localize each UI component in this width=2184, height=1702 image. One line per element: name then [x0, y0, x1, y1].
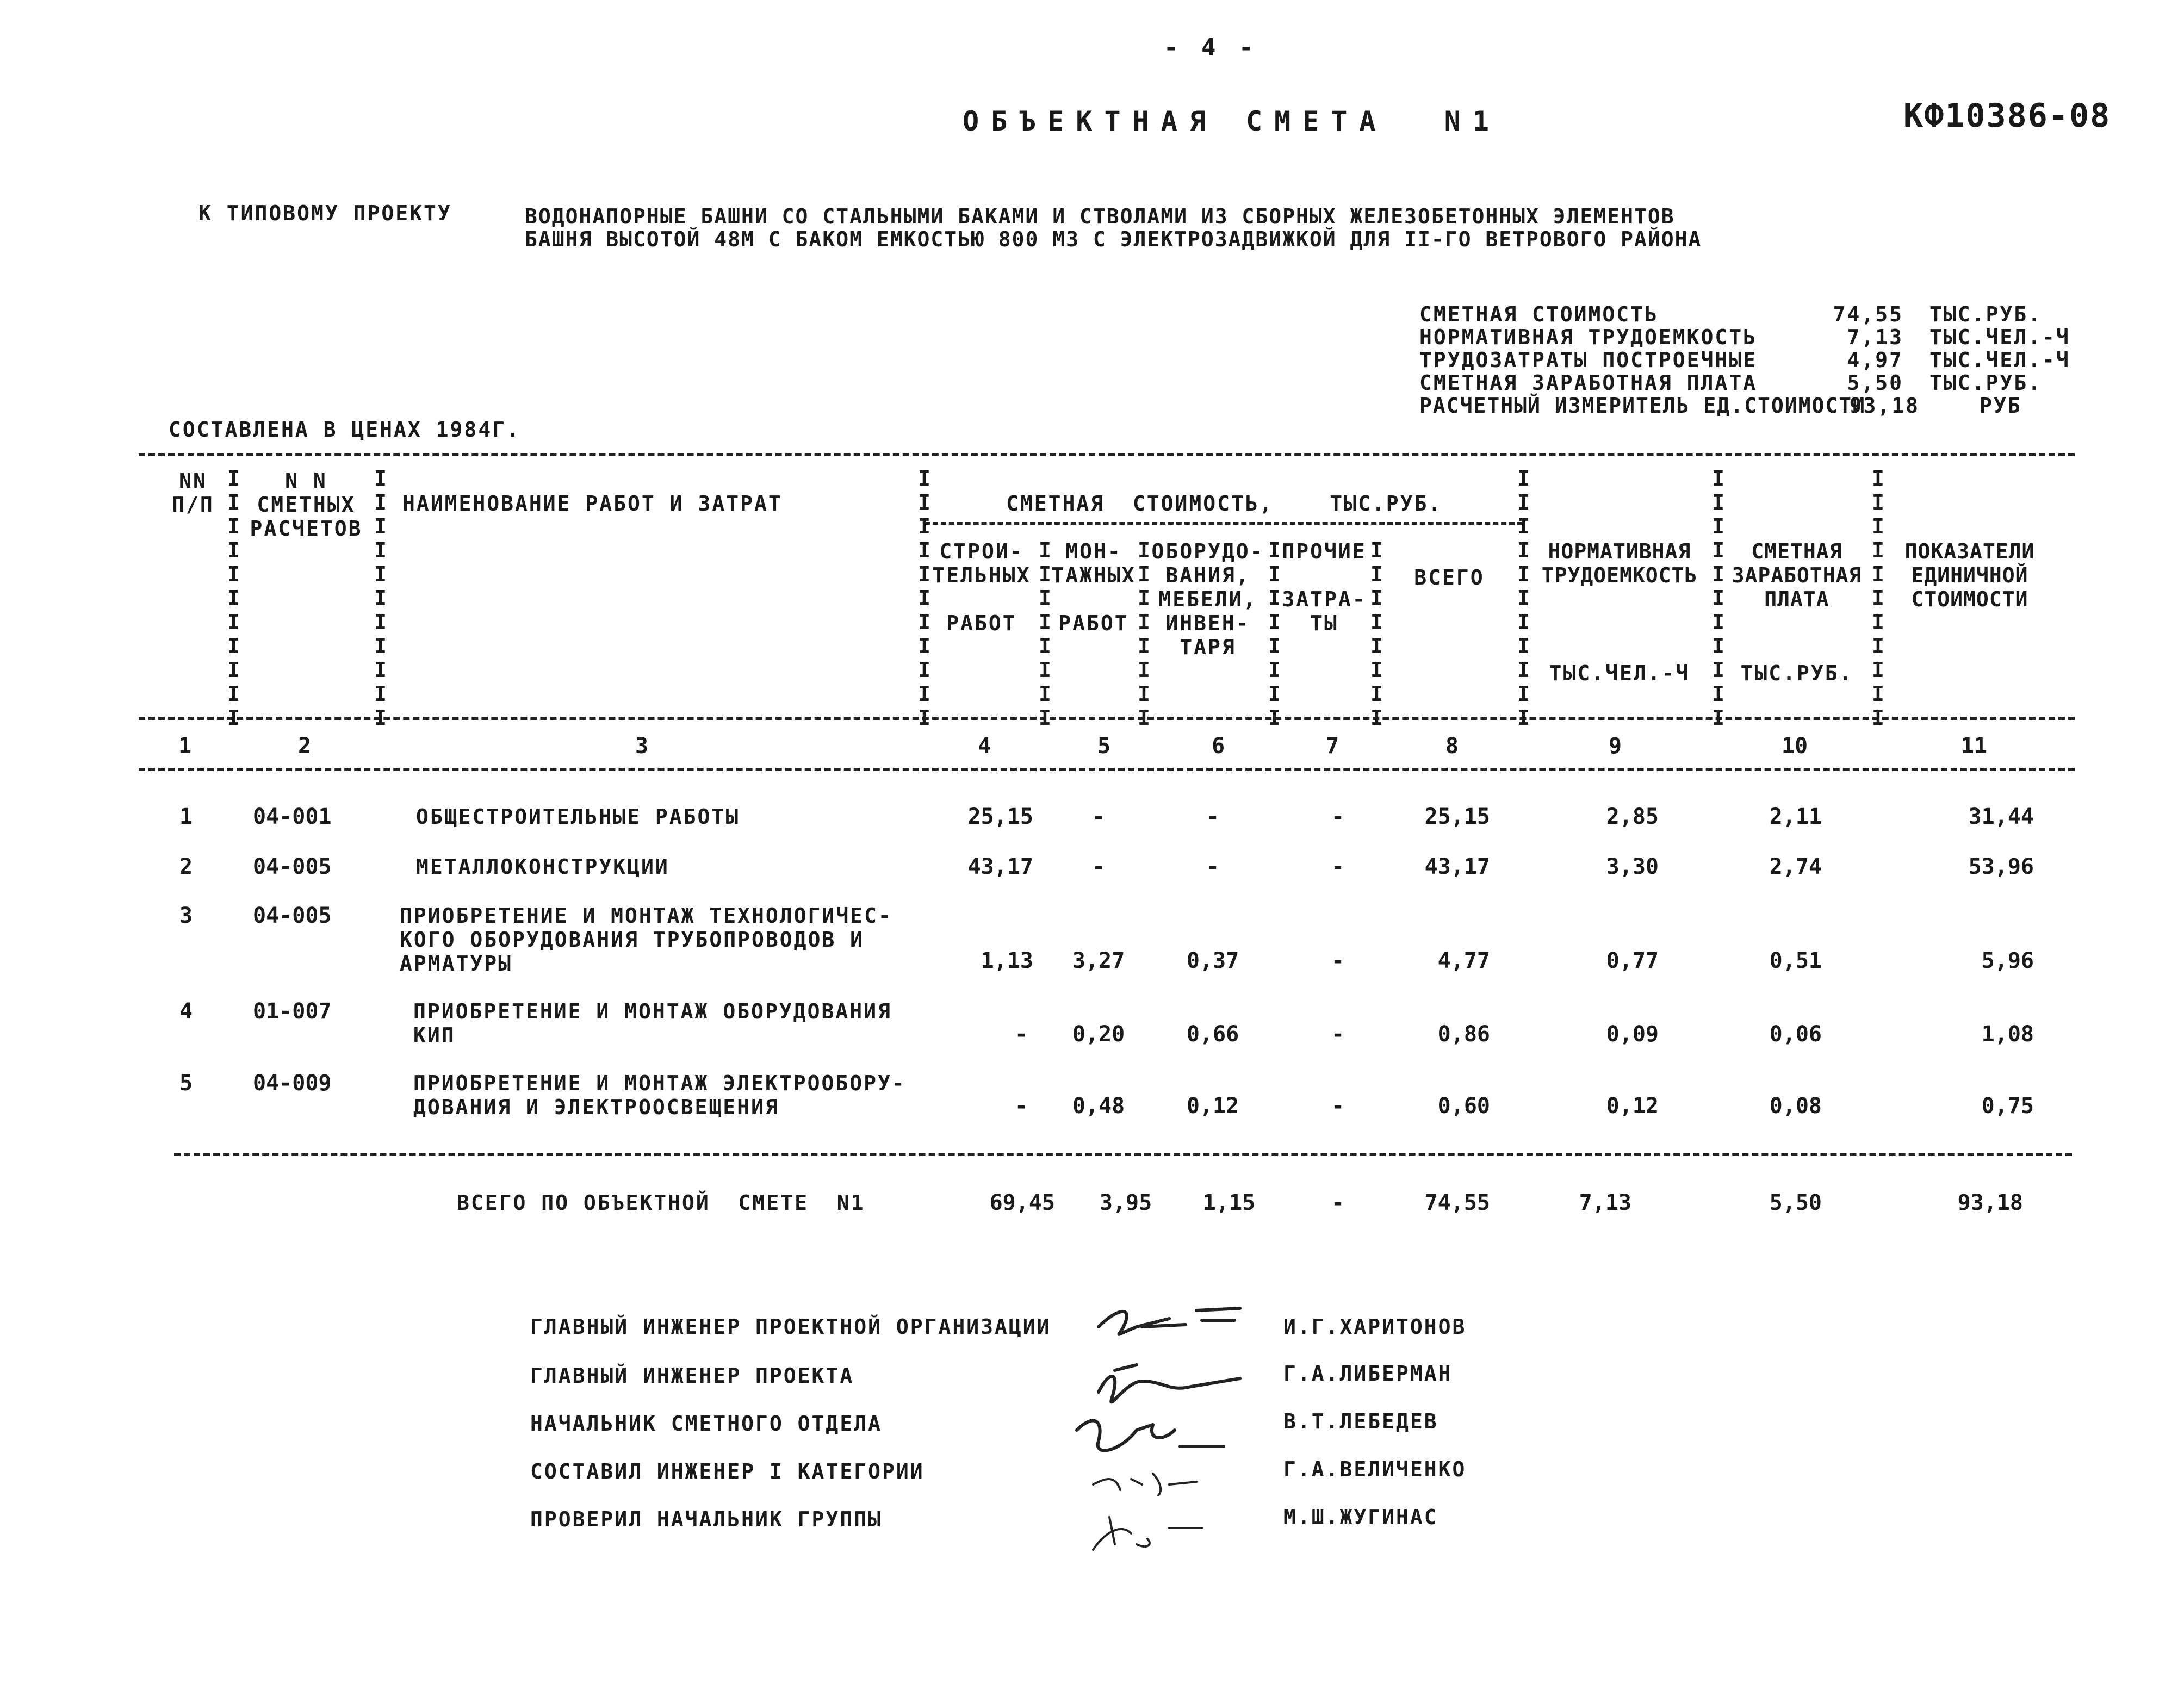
prices-note: СОСТАВЛЕНА В ЦЕНАХ 1984Г.	[169, 418, 520, 442]
cost-group-rule	[925, 522, 1523, 525]
row-construction: 43,17	[967, 854, 1033, 879]
row-total: 0,60	[1437, 1094, 1490, 1119]
row-wages: 0,06	[1769, 1022, 1822, 1047]
column-number: 9	[1608, 734, 1622, 759]
row-labor: 3,30	[1606, 854, 1659, 879]
row-nn: 3	[179, 903, 193, 928]
row-equipment: 0,12	[1186, 1094, 1239, 1119]
row-assembly: -	[1091, 854, 1106, 879]
row-indicators: 31,44	[1968, 804, 2034, 829]
signature-name: В.Т.ЛЕБЕДЕВ	[1283, 1409, 1438, 1433]
signature-name: Г.А.ВЕЛИЧЕНКО	[1283, 1457, 1467, 1481]
row-equipment: -	[1206, 854, 1220, 879]
header-bottom-rule	[139, 717, 2075, 720]
column-numbers-rule	[139, 768, 2075, 771]
signature-mark-5	[1093, 1517, 1202, 1550]
signature-name: Г.А.ЛИБЕРМАН	[1283, 1362, 1453, 1386]
document-title: ОБЪЕКТНАЯ СМЕТА N1	[963, 105, 1501, 137]
header-labor: НОРМАТИВНАЯ ТРУДОЕМКОСТЬ	[1541, 539, 1698, 587]
column-separator: I I I I I I I I	[1370, 538, 1383, 730]
row-indicators: 1,08	[1981, 1022, 2034, 1047]
summary-label: СМЕТНАЯ СТОИМОСТЬ	[1419, 302, 1659, 326]
header-wages: СМЕТНАЯ ЗАРАБОТНАЯ ПЛАТА	[1732, 539, 1862, 611]
row-calc: 04-005	[253, 854, 332, 879]
row-nn: 4	[179, 999, 193, 1024]
signature-role: СОСТАВИЛ ИНЖЕНЕР I КАТЕГОРИИ	[530, 1459, 925, 1483]
column-number: 7	[1325, 734, 1339, 759]
summary-unit: ТЫС.РУБ.	[1929, 302, 2043, 326]
row-assembly: 0,48	[1072, 1094, 1125, 1119]
row-assembly: 0,20	[1072, 1022, 1125, 1047]
row-calc: 04-005	[253, 903, 332, 928]
summary-unit: ТЫС.ЧЕЛ.-Ч	[1929, 348, 2070, 372]
totals-construction: 69,45	[989, 1190, 1055, 1215]
summary-label: СМЕТНАЯ ЗАРАБОТНАЯ ПЛАТА	[1419, 371, 1758, 395]
summary-value: 4,97	[1847, 348, 1903, 372]
totals-equipment: 1,15	[1202, 1190, 1256, 1215]
header-labor-unit: ТЫС.ЧЕЛ.-Ч	[1549, 661, 1690, 685]
row-assembly: 3,27	[1072, 948, 1125, 973]
row-name: ОБЩЕСТРОИТЕЛЬНЫЕ РАБОТЫ	[416, 805, 740, 829]
row-name: ПРИОБРЕТЕНИЕ И МОНТАЖ ОБОРУДОВАНИЯ КИП	[413, 999, 892, 1047]
totals-rule	[174, 1153, 2072, 1156]
column-separator: I I I I I I I I	[1138, 538, 1150, 730]
column-number: 11	[1960, 734, 1988, 759]
row-calc: 04-009	[253, 1071, 332, 1096]
row-construction: -	[1014, 1022, 1028, 1047]
column-separator: I I I I I I I I I I I	[374, 467, 387, 730]
header-equipment: ОБОРУДО- ВАНИЯ, МЕБЕЛИ, ИНВЕН- ТАРЯ	[1151, 539, 1264, 659]
signature-role: НАЧАЛЬНИК СМЕТНОГО ОТДЕЛА	[530, 1412, 882, 1436]
header-construction: СТРОИ- ТЕЛЬНЫХ РАБОТ	[932, 539, 1031, 635]
summary-value: 74,55	[1833, 302, 1903, 326]
header-indicators: ПОКАЗАТЕЛИ ЕДИНИЧНОЙ СТОИМОСТИ	[1904, 539, 2035, 611]
column-number: 3	[635, 734, 649, 759]
row-nn: 5	[179, 1071, 193, 1096]
totals-other: -	[1331, 1190, 1345, 1215]
row-total: 43,17	[1424, 854, 1490, 879]
project-label: К ТИПОВОМУ ПРОЕКТУ	[198, 201, 452, 225]
header-calc: N N СМЕТНЫХ РАСЧЕТОВ	[250, 469, 363, 541]
signature-role: ГЛАВНЫЙ ИНЖЕНЕР ПРОЕКТА	[530, 1364, 854, 1388]
row-wages: 2,11	[1769, 804, 1822, 829]
project-line-1: ВОДОНАПОРНЫЕ БАШНИ СО СТАЛЬНЫМИ БАКАМИ И СТВОЛАМИ ИЗ СБОРНЫХ ЖЕЛЕЗОБЕТОННЫХ ЭЛЕМЕНТОВ	[525, 204, 1675, 228]
signature-name: М.Ш.ЖУГИНАС	[1283, 1505, 1438, 1529]
column-number: 4	[977, 734, 991, 759]
row-other: -	[1331, 1022, 1345, 1047]
summary-unit: РУБ	[1980, 394, 2022, 418]
column-separator: I I I I I I I I I I I	[1517, 467, 1530, 730]
column-number: 5	[1097, 734, 1111, 759]
row-equipment: -	[1206, 804, 1220, 829]
row-assembly: -	[1091, 804, 1106, 829]
row-other: -	[1331, 1094, 1345, 1119]
row-name: МЕТАЛЛОКОНСТРУКЦИИ	[416, 855, 669, 879]
row-construction: 25,15	[967, 804, 1033, 829]
row-indicators: 53,96	[1968, 854, 2034, 879]
summary-unit: ТЫС.РУБ.	[1929, 371, 2043, 395]
signature-role: ПРОВЕРИЛ НАЧАЛЬНИК ГРУППЫ	[530, 1507, 882, 1531]
column-separator: I I I I I I I I I I I	[1872, 467, 1884, 730]
summary-label: РАСЧЕТНЫЙ ИЗМЕРИТЕЛЬ ЕД.СТОИМОСТИ	[1419, 394, 1866, 418]
row-labor: 2,85	[1606, 804, 1659, 829]
column-separator: I I I I I I I I	[1268, 538, 1281, 730]
summary-value: 93,18	[1849, 394, 1920, 418]
row-total: 0,86	[1437, 1022, 1490, 1047]
header-nn: NN П/П	[172, 469, 214, 517]
row-other: -	[1331, 804, 1345, 829]
signature-mark-2	[1099, 1365, 1240, 1402]
row-indicators: 0,75	[1981, 1094, 2034, 1119]
row-indicators: 5,96	[1981, 948, 2034, 973]
signature-mark-3	[1077, 1421, 1224, 1451]
column-number: 1	[178, 734, 192, 759]
row-labor: 0,77	[1606, 948, 1659, 973]
page-number: - 4 -	[1164, 34, 1258, 61]
row-wages: 0,08	[1769, 1094, 1822, 1119]
summary-unit: ТЫС.ЧЕЛ.-Ч	[1929, 325, 2070, 349]
summary-label: ТРУДОЗАТРАТЫ ПОСТРОЕЧНЫЕ	[1419, 348, 1758, 372]
summary-value: 7,13	[1847, 325, 1903, 349]
row-wages: 2,74	[1769, 854, 1822, 879]
handwritten-signatures	[1060, 1289, 1278, 1561]
header-assembly: МОН- ТАЖНЫХ РАБОТ	[1051, 539, 1136, 635]
row-equipment: 0,37	[1186, 948, 1239, 973]
totals-label: ВСЕГО ПО ОБЪЕКТНОЙ СМЕТЕ N1	[457, 1191, 865, 1215]
row-labor: 0,12	[1606, 1094, 1659, 1119]
row-equipment: 0,66	[1186, 1022, 1239, 1047]
totals-assembly: 3,95	[1099, 1190, 1152, 1215]
column-separator: I I I I I I I I I I I	[918, 467, 930, 730]
row-construction: -	[1014, 1094, 1028, 1119]
row-name: ПРИОБРЕТЕНИЕ И МОНТАЖ ЭЛЕКТРООБОРУ- ДОВАНИЯ И ЭЛЕКТРООСВЕЩЕНИЯ	[413, 1071, 906, 1119]
project-line-2: БАШНЯ ВЫСОТОЙ 48М С БАКОМ ЕМКОСТЬЮ 800 М3 С ЭЛЕКТРОЗАДВИЖКОЙ ДЛЯ II-ГО ВЕТРОВОГО РАЙОНА	[525, 227, 1702, 251]
signature-mark-1	[1099, 1308, 1240, 1334]
signature-mark-4	[1093, 1474, 1196, 1495]
column-separator: I I I I I I I I	[1039, 538, 1051, 730]
row-labor: 0,09	[1606, 1022, 1659, 1047]
row-nn: 2	[179, 854, 193, 879]
row-name: ПРИОБРЕТЕНИЕ И МОНТАЖ ТЕХНОЛОГИЧЕС- КОГО ОБОРУДОВАНИЯ ТРУБОПРОВОДОВ И АРМАТУРЫ	[400, 904, 892, 976]
row-calc: 04-001	[253, 804, 332, 829]
table-top-rule	[139, 453, 2075, 456]
header-name: НАИМЕНОВАНИЕ РАБОТ И ЗАТРАТ	[402, 492, 783, 515]
column-number: 2	[297, 734, 312, 759]
column-separator: I I I I I I I I I I I	[1712, 467, 1724, 730]
signature-role: ГЛАВНЫЙ ИНЖЕНЕР ПРОЕКТНОЙ ОРГАНИЗАЦИИ	[530, 1315, 1051, 1339]
totals-indicators: 93,18	[1957, 1190, 2023, 1215]
summary-value: 5,50	[1847, 371, 1903, 395]
totals-total: 74,55	[1424, 1190, 1490, 1215]
totals-labor: 7,13	[1579, 1190, 1631, 1215]
totals-wages: 5,50	[1769, 1190, 1822, 1215]
document-code: КФ10386-08	[1903, 97, 2111, 135]
column-separator: I I I I I I I I I I I	[227, 467, 240, 730]
column-number: 10	[1781, 734, 1808, 759]
row-total: 25,15	[1424, 804, 1490, 829]
header-wages-unit: ТЫС.РУБ.	[1740, 661, 1853, 685]
signature-name: И.Г.ХАРИТОНОВ	[1283, 1315, 1467, 1339]
column-number: 6	[1211, 734, 1225, 759]
row-wages: 0,51	[1769, 948, 1822, 973]
row-construction: 1,13	[981, 948, 1033, 973]
row-calc: 01-007	[253, 999, 332, 1024]
row-other: -	[1331, 948, 1345, 973]
row-total: 4,77	[1437, 948, 1490, 973]
header-total: ВСЕГО	[1414, 566, 1485, 589]
column-number: 8	[1445, 734, 1459, 759]
summary-label: НОРМАТИВНАЯ ТРУДОЕМКОСТЬ	[1419, 325, 1758, 349]
row-other: -	[1331, 854, 1345, 879]
header-other: ПРОЧИЕ ЗАТРА- ТЫ	[1282, 539, 1367, 635]
row-nn: 1	[179, 804, 193, 829]
header-cost-group: СМЕТНАЯ СТОИМОСТЬ, ТЫС.РУБ.	[1006, 492, 1443, 515]
